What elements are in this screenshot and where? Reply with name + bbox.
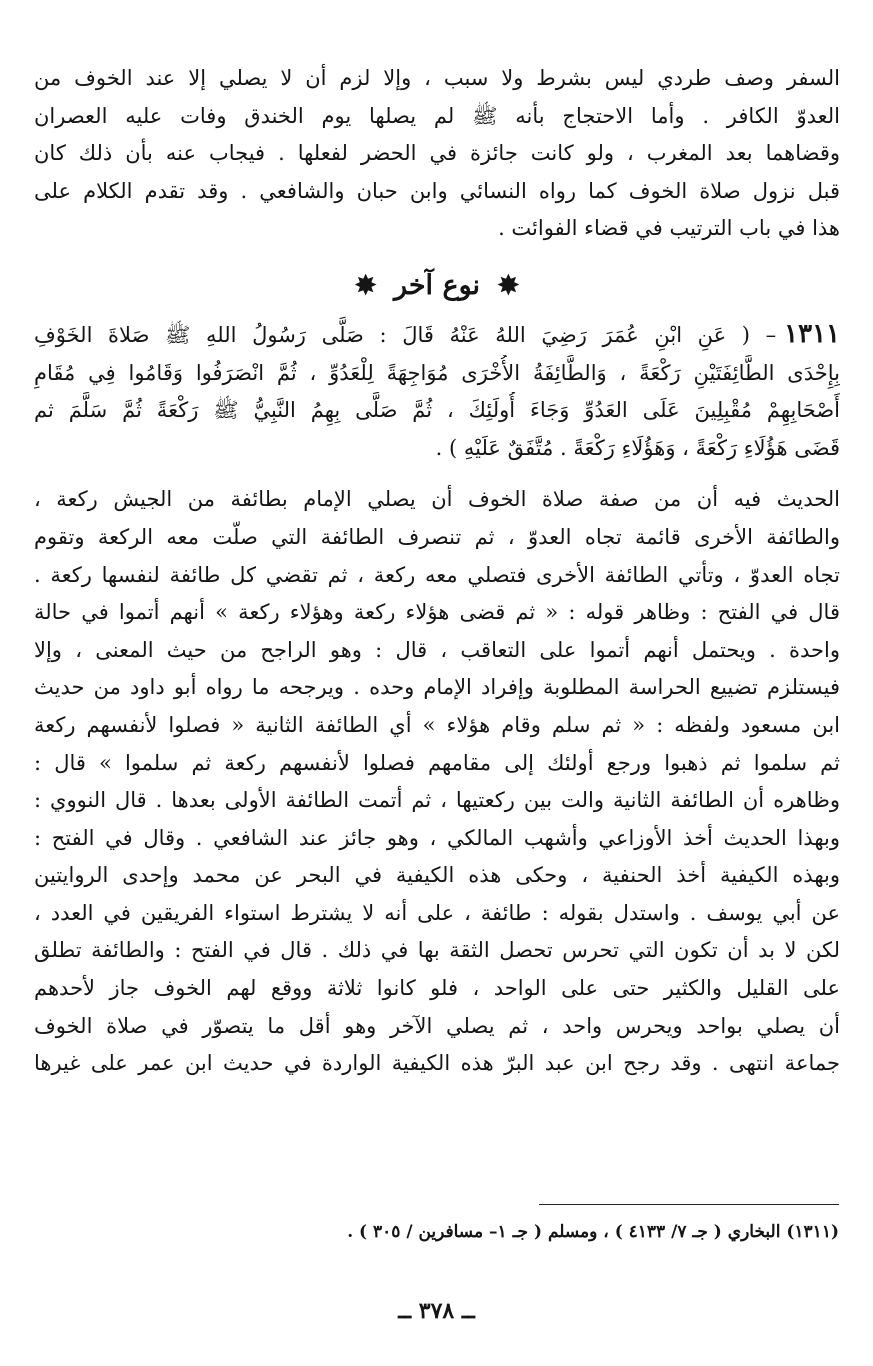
text-line <box>34 316 840 355</box>
text-line: لكن لا بد أن تكون التي تحرس تحصل الثقة بها في ذلك . قال في الفتح : والطائفة تطلق <box>34 938 840 963</box>
text-line: أن يصلي بواحد ويحرس واحد ، ثم يصلي الآخر وهو أقل ما يتصوّر في صلاة الخوف <box>34 1013 840 1038</box>
page-body <box>34 60 840 1083</box>
commentary-paragraph <box>34 481 840 1083</box>
intro-paragraph <box>34 60 840 248</box>
page-number: ــ ٣٧٨ ــ <box>398 1298 475 1324</box>
text-line: عن أبي يوسف . واستدل بقوله : طائفة ، على أنه لا يشترط استواء الفريقين في العدد ، <box>34 900 840 925</box>
text-line: جماعة انتهى . وقد رجح ابن عبد البرّ هذه الكيفية الواردة في حديث ابن عمر على غيرها <box>34 1051 840 1076</box>
text-line: الحديث فيه أن من صفة صلاة الخوف أن يصلي الإمام بطائفة من الجيش ركعة ، <box>34 487 840 512</box>
text-line: والطائفة الأخرى قائمة تجاه العدوّ ، ثم تنصرف الطائفة التي صلّت معه الركعة وتقوم <box>34 524 840 549</box>
section-heading <box>34 266 840 306</box>
hadith-number: ١٣١١ <box>784 318 840 349</box>
text-line: العدوّ الكافر . وأما الاحتجاج بأنه ﷺ لم يصلها يوم الخندق وفات عليه العصران <box>34 103 840 128</box>
text-line: ابن مسعود ولفظه : « ثم سلم وقام هؤلاء » أي الطائفة الثانية « فصلوا لأنفسهم ركعة <box>34 712 840 737</box>
text-line: على القليل والكثير حتى على الواحد ، فلو كانوا ثلاثة ووقع لهم الخوف جاز لأحدهم <box>34 976 840 1001</box>
section-title: نوع آخر <box>393 269 481 301</box>
text-line: بِإِحْدَى الطَّائِفَتَيْنِ رَكْعَةً ، وَالطَّائِفَةُ الأُخْرَى مُوَاجِهَةً لِلْعَدُوِّ ، ثُمَّ انْصَرَفُوا وَقَامُوا فِي مُقَامِ <box>34 360 840 385</box>
text-line: تجاه العدوّ ، وتأتي الطائفة الأخرى فتصلي معه ركعة ، ثم تقضي كل طائفة لنفسها ركعة . <box>34 562 840 587</box>
text-line: واحدة . ويحتمل أنهم أتموا على التعاقب ، قال : وهو الراجح من حيث المعنى ، وإلا <box>34 637 840 662</box>
text-line: فيستلزم تضييع الحراسة المطلوبة وإفراد الإمام وحده . ويرجحه ما رواه أبو داود من حديث <box>34 675 840 700</box>
text-line: هذا في باب الترتيب في قضاء الفوائت . <box>498 216 840 241</box>
text-line: وبهذا الحديث أخذ الأوزاعي وأشهب المالكي ، وهو جائز عند الشافعي . وقال في الفتح : <box>34 825 840 850</box>
text-line: وظاهره أن الطائفة الثانية والت بين ركعتيها ، ثم أتمت الطائفة الأولى بعدها . قال النووي : <box>34 788 840 813</box>
text-line: قَضَى هَؤُلَاءِ رَكْعَةً ، وَهَؤُلَاءِ رَكْعَةً . مُتَّفَقٌ عَلَيْهِ ) . <box>435 435 840 460</box>
star-ornament-icon: ✸ <box>497 270 520 301</box>
text-line: أَصْحَابِهِمْ مُقْبِلِينَ عَلَى العَدُوِّ وَجَاءَ أُولَئِكَ ، ثُمَّ صَلَّى بِهِمُ النَّبِيُّ ﷺ رَكْعَةً ثُمَّ سَلَّمَ ثم <box>34 398 840 423</box>
text-line: قال في الفتح : وظاهر قوله : « ثم قضى هؤلاء ركعة وهؤلاء ركعة » أنهم أتموا في حالة <box>34 600 840 625</box>
star-ornament-icon: ✸ <box>354 270 377 301</box>
footnote: (١٣١١) البخاري ( جـ ٧/ ٤١٣٣ ) ، ومسلم ( جـ ١– مسافرين / ٣٠٥ ) . <box>347 1222 839 1242</box>
text-line: وقضاهما بعد المغرب ، ولو كانت جائزة في الحضر لفعلها . فيجاب عنه بأن ذلك كان <box>34 141 840 166</box>
text-line: قبل نزول صلاة الخوف كما رواه النسائي وابن حبان والشافعي . وقد تقدم الكلام على <box>34 178 840 203</box>
text-line: ثم سلموا ثم ذهبوا ورجع أولئك إلى مقامهم فصلوا لأنفسهم ركعة ثم سلموا » قال : <box>34 750 840 775</box>
hadith-text <box>34 316 840 467</box>
text-line: السفر وصف طردي ليس بشرط ولا سبب ، وإلا لزم أن لا يصلي إلا عند الخوف من <box>34 66 840 90</box>
text-line: وبهذه الكيفية أخذ الحنفية ، وحكى هذه الكيفية في البحر عن محمد وإحدى الروايتين <box>34 863 840 888</box>
hadith-line-text: – ( عَنِ ابْنِ عُمَرَ رَضِيَ اللهُ عَنْهُ قَالَ : صَلَّى رَسُولُ اللهِ ﷺ صَلاةَ الخَوْفِ <box>34 322 777 347</box>
footnote-divider <box>539 1204 839 1205</box>
